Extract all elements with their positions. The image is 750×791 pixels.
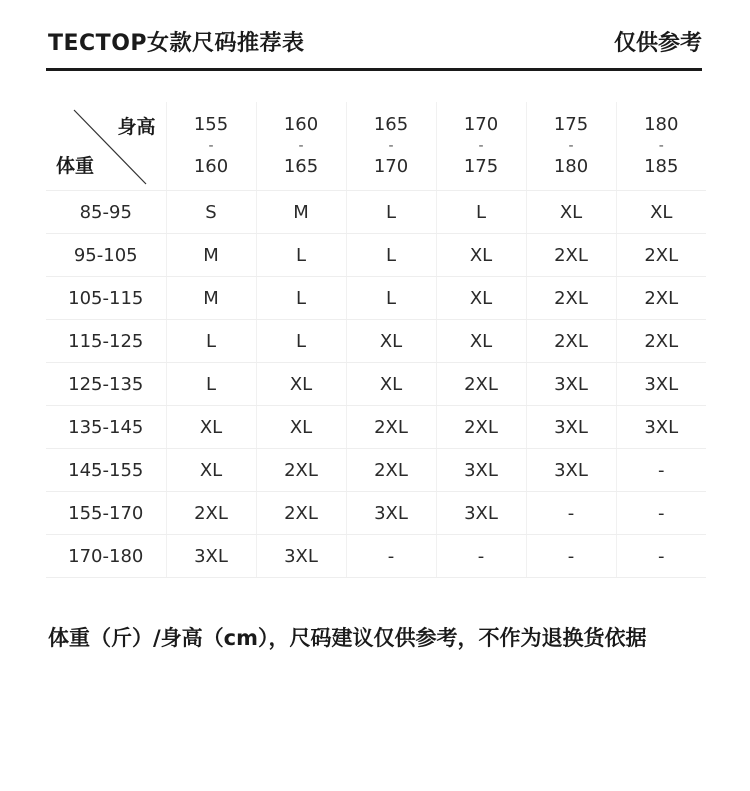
size-chart-table <box>46 102 706 578</box>
size-cell: 3XL <box>616 406 706 449</box>
height-range-to: 160 <box>193 156 229 177</box>
size-cell: L <box>256 277 346 320</box>
size-cell: 2XL <box>346 406 436 449</box>
height-range-to: 165 <box>283 156 319 177</box>
height-range-header <box>256 102 346 191</box>
size-cell: XL <box>166 449 256 492</box>
table-row <box>46 320 706 363</box>
height-range-from: 170 <box>463 114 499 135</box>
size-cell: L <box>436 191 526 234</box>
height-range-header <box>346 102 436 191</box>
size-cell: - <box>616 535 706 578</box>
size-cell: 2XL <box>256 449 346 492</box>
table-row <box>46 191 706 234</box>
size-cell: S <box>166 191 256 234</box>
weight-range-cell: 170-180 <box>46 535 166 578</box>
height-axis-label: 身高 <box>117 116 156 138</box>
size-cell: 3XL <box>616 363 706 406</box>
size-cell: - <box>526 535 616 578</box>
size-cell: 3XL <box>166 535 256 578</box>
height-range-to: 170 <box>373 156 409 177</box>
size-cell: - <box>616 492 706 535</box>
size-cell: 3XL <box>526 363 616 406</box>
size-cell: 2XL <box>616 277 706 320</box>
height-range-header <box>616 102 706 191</box>
size-cell: L <box>346 191 436 234</box>
size-cell: 3XL <box>526 406 616 449</box>
size-cell: 2XL <box>166 492 256 535</box>
table-row <box>46 535 706 578</box>
weight-range-cell: 115-125 <box>46 320 166 363</box>
table-row <box>46 234 706 277</box>
header-divider <box>46 68 702 71</box>
table-row <box>46 492 706 535</box>
weight-range-cell: 135-145 <box>46 406 166 449</box>
height-range-separator: - <box>298 138 304 154</box>
weight-range-cell: 105-115 <box>46 277 166 320</box>
weight-range-cell: 95-105 <box>46 234 166 277</box>
size-cell: 2XL <box>616 320 706 363</box>
page-title: TECTOP女款尺码推荐表 <box>48 31 305 56</box>
size-cell: XL <box>166 406 256 449</box>
size-cell: L <box>256 234 346 277</box>
size-cell: XL <box>256 363 346 406</box>
weight-range-cell: 125-135 <box>46 363 166 406</box>
table-row <box>46 277 706 320</box>
size-cell: 2XL <box>526 277 616 320</box>
size-cell: - <box>346 535 436 578</box>
size-cell: 2XL <box>346 449 436 492</box>
footer-note: 体重（斤）/身高（cm），尺码建议仅供参考，不作为退换货依据 <box>48 626 647 650</box>
size-cell: XL <box>436 277 526 320</box>
size-cell: 2XL <box>526 320 616 363</box>
size-cell: 3XL <box>436 492 526 535</box>
height-range-to: 185 <box>644 156 679 177</box>
size-cell: 2XL <box>436 363 526 406</box>
height-range-header <box>166 102 256 191</box>
table-row <box>46 406 706 449</box>
height-range-separator: - <box>478 138 484 154</box>
header-row <box>46 102 706 191</box>
size-cell: XL <box>346 363 436 406</box>
weight-range-cell: 85-95 <box>46 191 166 234</box>
size-cell: 2XL <box>526 234 616 277</box>
height-range-from: 180 <box>644 114 679 135</box>
weight-range-cell: 145-155 <box>46 449 166 492</box>
height-range-separator: - <box>568 138 574 154</box>
size-cell: L <box>256 320 346 363</box>
height-range-from: 155 <box>193 114 229 135</box>
height-range-header <box>436 102 526 191</box>
table-row <box>46 363 706 406</box>
size-cell: XL <box>256 406 346 449</box>
size-cell: XL <box>436 320 526 363</box>
size-cell: L <box>166 320 256 363</box>
size-cell: 3XL <box>346 492 436 535</box>
height-range-separator: - <box>658 138 664 154</box>
size-cell: 3XL <box>526 449 616 492</box>
height-range-to: 175 <box>463 156 499 177</box>
size-cell: - <box>526 492 616 535</box>
size-cell: 2XL <box>436 406 526 449</box>
table-row <box>46 449 706 492</box>
size-cell: M <box>166 277 256 320</box>
height-range-from: 175 <box>553 114 589 135</box>
size-cell: XL <box>526 191 616 234</box>
height-range-to: 180 <box>553 156 589 177</box>
size-cell: XL <box>346 320 436 363</box>
size-cell: 3XL <box>436 449 526 492</box>
size-cell: - <box>436 535 526 578</box>
reference-only-label: 仅供参考 <box>613 31 702 56</box>
size-cell: 2XL <box>616 234 706 277</box>
size-cell: XL <box>436 234 526 277</box>
height-range-separator: - <box>208 138 214 154</box>
size-cell: XL <box>616 191 706 234</box>
weight-range-cell: 155-170 <box>46 492 166 535</box>
size-cell: L <box>346 277 436 320</box>
height-range-separator: - <box>388 138 394 154</box>
height-range-from: 160 <box>283 114 319 135</box>
size-cell: 3XL <box>256 535 346 578</box>
height-range-from: 165 <box>373 114 409 135</box>
size-cell: 2XL <box>256 492 346 535</box>
weight-axis-label: 体重 <box>56 155 95 177</box>
size-cell: M <box>166 234 256 277</box>
size-cell: M <box>256 191 346 234</box>
height-range-header <box>526 102 616 191</box>
size-cell: L <box>166 363 256 406</box>
size-cell: L <box>346 234 436 277</box>
corner-cell <box>46 102 166 191</box>
size-cell: - <box>616 449 706 492</box>
